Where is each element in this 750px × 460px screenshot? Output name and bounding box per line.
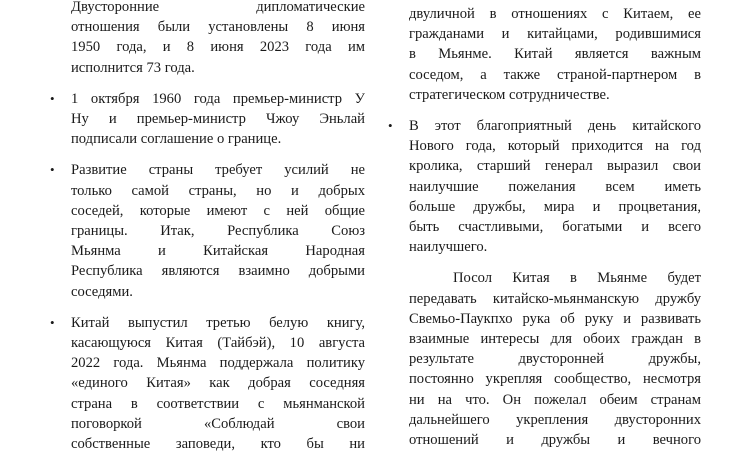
text-line: отношения были установлены 8 июня [71, 19, 365, 36]
text-line: соседями. [71, 283, 133, 300]
bullet-item [48, 160, 365, 301]
bullet-item [386, 116, 701, 257]
text-line: границы. Итак, Республика Союз [71, 223, 365, 240]
bullet-icon: • [50, 90, 55, 106]
bullet-icon: • [50, 314, 55, 330]
text-line: результате двусторонней дружбы, [409, 351, 701, 368]
text-line: отношений и дружбы и вечного [409, 432, 701, 449]
text-line: дальнейшего укрепления двусторонних [409, 411, 701, 428]
text-line: соседей, которые имеют с ней общие [71, 202, 365, 219]
text-line: соседом, а также страной-партнером в [409, 66, 701, 83]
text-line: Республика являются взаимно добрыми [71, 263, 365, 280]
text-line: двуличной в отношениях с Китаем, ее [409, 6, 701, 22]
text-line: исполнится 73 года. [71, 59, 195, 76]
text-line: ни на что. Он пожелал обеим странам [409, 391, 701, 408]
text-line: «единого Китая» как добрая соседняя [71, 375, 365, 392]
text-line: постоянно укрепляя сообщество, несмотря [409, 371, 701, 388]
text-line: Двусторонние дипломатические [71, 0, 365, 15]
text-line: Китай выпустил третью белую книгу, [71, 314, 365, 331]
right-column [386, 4, 701, 460]
text-line: наилучшие пожелания всем иметь [409, 178, 701, 195]
left-column [48, 0, 365, 460]
text-line: В этот благоприятный день китайского [409, 118, 701, 135]
text-line: касающуюся Китая (Тайбэй), 10 августа [71, 335, 365, 352]
text-line: Ну и премьер-министр Чжоу Эньлай [71, 111, 365, 128]
text-line: поговоркой «Соблюдай свои [71, 415, 365, 432]
bullet-item [48, 313, 365, 454]
text-line: гражданами и китайцами, родившимися [409, 26, 701, 43]
text-line: Нового года, который приходится на год [409, 138, 701, 155]
text-line: 2022 года. Мьянма поддержала политику [71, 355, 365, 372]
bullet-item [48, 89, 365, 150]
text-line: только самой страны, но и добрых [71, 182, 365, 199]
text-line: страна в соответствии с мьянманской [71, 395, 365, 412]
text-line: стратегическом сотрудничестве. [409, 86, 610, 103]
text-line: 1950 года, и 8 июня 2023 года им [71, 39, 365, 56]
text-line: Посол Китая в Мьянме будет [453, 270, 701, 287]
text-line: в Мьянме. Китай является важным [409, 46, 701, 63]
text-line: взаимные интересы для обоих граждан в [409, 331, 701, 348]
text-line: Развитие страны требует усилий не [71, 162, 365, 179]
text-line: собственные заповеди, кто бы ни [71, 436, 365, 453]
bullet-icon: • [388, 118, 393, 134]
text-line: подписали соглашение о границе. [71, 131, 282, 148]
text-line: наилучшего. [409, 239, 488, 256]
text-line: Свемьо-Паукпхо рука об руку и развивать [409, 310, 701, 327]
text-line: быть счастливыми, богатыми и всего [409, 219, 701, 236]
text-line: 1 октября 1960 года премьер-министр У [71, 90, 365, 107]
text-line: Мьянма и Китайская Народная [71, 243, 365, 260]
right-continuation-paragraph [386, 4, 701, 105]
bullet-icon: • [50, 162, 55, 178]
left-continuation-paragraph [48, 0, 365, 78]
text-line: передавать китайско-мьянманскую дружбу [409, 290, 701, 307]
body-paragraph [386, 268, 701, 450]
text-line: больше дружбы, мира и процветания, [409, 198, 701, 215]
text-line: кролика, старший генерал выразил свои [409, 158, 701, 175]
